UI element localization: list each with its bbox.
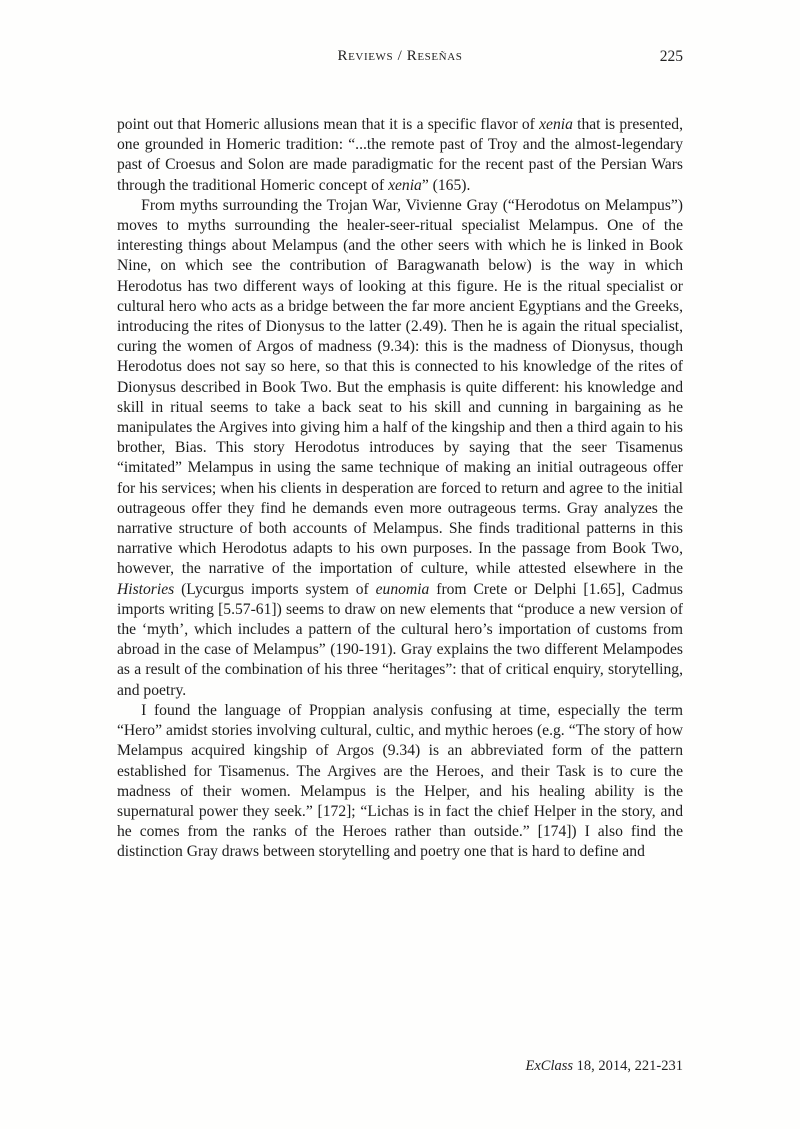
- text-run: Histories: [117, 580, 175, 598]
- text-run: I found the language of Proppian analysis confusing at time, especially the term “Hero” amidst stories involving cultural, cultic, and mythic heroes (e.g. “The story of how Melampus acquired kingship of Argos (9.34) is an abbreviated form of the pattern established for Tisamenus. The Argives are the Heroes, and their Task is to cure the madness of their women. Melampus is the Helper, and his healing ability is the supernatural power they seek.” [172]; “Lichas is in fact the chief Helper in the story, and he comes from the ranks of the Heroes rather than outside.” [174]) I also find the distinction Gray draws between storytelling and poetry one that is hard to define and: [117, 701, 683, 861]
- footer-journal-title: ExClass: [525, 1058, 574, 1074]
- page-footer: [117, 1058, 683, 1075]
- page-header: [117, 48, 683, 68]
- paragraph: [117, 196, 683, 701]
- paragraph: [117, 701, 683, 863]
- text-run: (Lycurgus imports system of: [174, 580, 376, 598]
- text-run: From myths surrounding the Trojan War, Vivienne Gray (“Herodotus on Melampus”) moves to myths surrounding the healer-seer-ritual specialist Melampus. One of the interesting things about Melampus (and the other seers with which he is linked in Book Nine, on which see the contribution of Baragwanath below) is the way in which Herodotus has two different ways of looking at this figure. He is the ritual specialist or cultural hero who acts as a bridge between the far more ancient Egyptians and the Greeks, introducing the rites of Dionysus to the latter (2.49). Then he is again the ritual specialist, curing the women of Argos of madness (9.34): this is the madness of Dionysus, though Herodotus does not say so here, so that this is connected to his knowledge of the rites of Dionysus described in Book Two. But the emphasis is quite different: his knowledge and skill in ritual seems to take a back seat to his skill and cunning in bargaining as he manipulates the Argives into giving him a half of the kingship and then a third again to his brother, Bias. This story Herodotus introduces by saying that the seer Tisamenus “imitated” Melampus in using the same technique of making an initial outrageous offer for his services; when his clients in desperation are forced to return and agree to the initial outrageous offer they find he demands even more outrageous terms. Gray analyzes the narrative structure of both accounts of Melampus. She finds traditional patterns in this narrative which Herodotus adapts to his own purposes. In the passage from Book Two, however, the narrative of the importation of culture, while attested elsewhere in the: [117, 196, 683, 578]
- text-run: xenia: [388, 176, 422, 194]
- text-run: point out that Homeric allusions mean that it is a specific flavor of: [117, 116, 540, 133]
- text-run: eunomia: [375, 580, 430, 598]
- text-run: that is presented, one grounded in Homeric tradition: “...the remote past of Troy and the almost-legendary past of Croesus and Solon are made paradigmatic for the recent past of the Persian Wars through the traditional Homeric concept of: [117, 116, 683, 194]
- text-run: xenia: [539, 116, 573, 133]
- paragraph: [117, 115, 683, 196]
- footer-citation: 18, 2014, 221-231: [573, 1058, 683, 1074]
- text-run: from Crete or Delphi [1.65], Cadmus imports writing [5.57-61]) seems to draw on new elements that “produce a new version of the ‘myth’, which includes a pattern of the cultural hero’s importation of customs from abroad in the case of Melampus” (190-191). Gray explains the two different Melampodes as a result of the combination of his three “heritages”: that of critical enquiry, storytelling, and poetry.: [117, 580, 683, 699]
- running-title: Reviews / Reseñas: [337, 48, 463, 64]
- review-body: [117, 115, 683, 863]
- page-number: 225: [659, 48, 683, 65]
- text-run: ” (165).: [421, 176, 471, 194]
